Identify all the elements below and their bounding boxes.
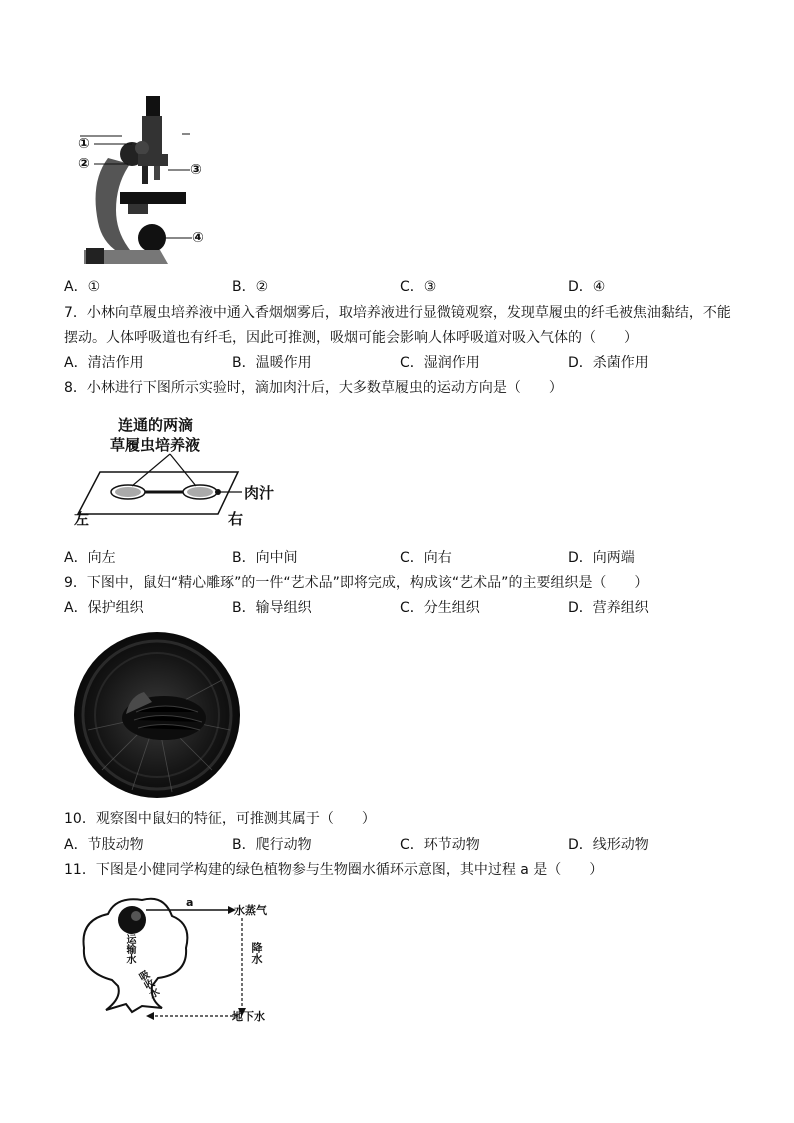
q10-option-b[interactable]: B．爬行动物 [232, 837, 312, 853]
q6-option-a[interactable]: A．① [64, 279, 101, 295]
slide-left-label: 左 [74, 510, 90, 528]
q9-text: 下图中，鼠妇“精心雕琢”的一件“艺术品”即将完成，构成该“艺术品”的主要组织是（ ） [86, 575, 649, 591]
q6-option-b[interactable]: B．② [232, 279, 269, 295]
water-label-transport: 运输水 [124, 934, 135, 964]
q7-option-a[interactable]: A．清洁作用 [64, 355, 144, 371]
q6-option-c[interactable]: C．③ [400, 279, 437, 295]
q7-option-c[interactable]: C．湿润作用 [400, 355, 480, 371]
q8-number: 8． [64, 380, 87, 396]
q10-number: 10． [64, 811, 96, 827]
water-label-rain: 降水 [250, 942, 263, 964]
q10-option-c[interactable]: C．环节动物 [400, 837, 480, 853]
water-label-vapor: 水蒸气 [234, 904, 267, 917]
microscope-label-3: ③ [190, 162, 202, 178]
q7-number: 7． [64, 305, 87, 321]
slide-title-2: 草履虫培养液 [110, 436, 201, 454]
microscope-label-4: ④ [192, 230, 204, 246]
q11-text: 下图是小健同学构建的绿色植物参与生物圈水循环示意图，其中过程 a 是（ ） [95, 862, 604, 878]
q7-option-d[interactable]: D．杀菌作用 [568, 355, 649, 371]
q9-option-c[interactable]: C．分生组织 [400, 600, 480, 616]
microscope-label-2: ② [78, 156, 90, 172]
q8-text: 小林进行下图所示实验时，滴加肉汁后，大多数草履虫的运动方向是（ ） [86, 380, 563, 396]
slide-right-label: 右 [228, 510, 244, 528]
slide-meat-label: 肉汁 [244, 484, 275, 502]
q9-option-b[interactable]: B．输导组织 [232, 600, 312, 616]
q11-stem [64, 861, 603, 879]
q9-option-a[interactable]: A．保护组织 [64, 600, 144, 616]
q8-stem [64, 379, 563, 397]
q11-number: 11． [64, 862, 96, 878]
q10-option-a[interactable]: A．节肢动物 [64, 837, 144, 853]
q7-text-1: 小林向草履虫培养液中通入香烟烟雾后，取培养液进行显微镜观察，发现草履虫的纤毛被焦油黏结，不能 [86, 305, 731, 321]
q9-stem [64, 574, 648, 592]
woodlouse-photo [72, 630, 242, 800]
q10-option-d[interactable]: D．线形动物 [568, 837, 649, 853]
q7-stem-line2: 摆动。人体呼吸道也有纤毛，因此可推测，吸烟可能会影响人体呼吸道对吸入气体的（ ） [64, 330, 638, 346]
water-label-a: a [186, 896, 194, 909]
q8-option-b[interactable]: B．向中间 [232, 550, 298, 566]
q9-number: 9． [64, 575, 87, 591]
q8-option-c[interactable]: C．向右 [400, 550, 452, 566]
q7-stem-line1 [64, 304, 731, 322]
slide-figure [70, 410, 290, 530]
water-label-ground: 地下水 [232, 1010, 265, 1023]
water-label-absorb: 吸收水 [135, 969, 160, 1001]
q6-option-d[interactable]: D．④ [568, 279, 606, 295]
q7-option-b[interactable]: B．温暖作用 [232, 355, 312, 371]
water-cycle-figure [72, 890, 282, 1030]
q8-option-d[interactable]: D．向两端 [568, 550, 635, 566]
q9-option-d[interactable]: D．营养组织 [568, 600, 649, 616]
microscope-label-1: ① [78, 136, 90, 152]
q10-text: 观察图中鼠妇的特征，可推测其属于（ ） [95, 811, 376, 827]
slide-title-1: 连通的两滴 [118, 416, 194, 434]
q10-stem [64, 810, 376, 828]
microscope-figure [72, 92, 222, 272]
q8-option-a[interactable]: A．向左 [64, 550, 116, 566]
